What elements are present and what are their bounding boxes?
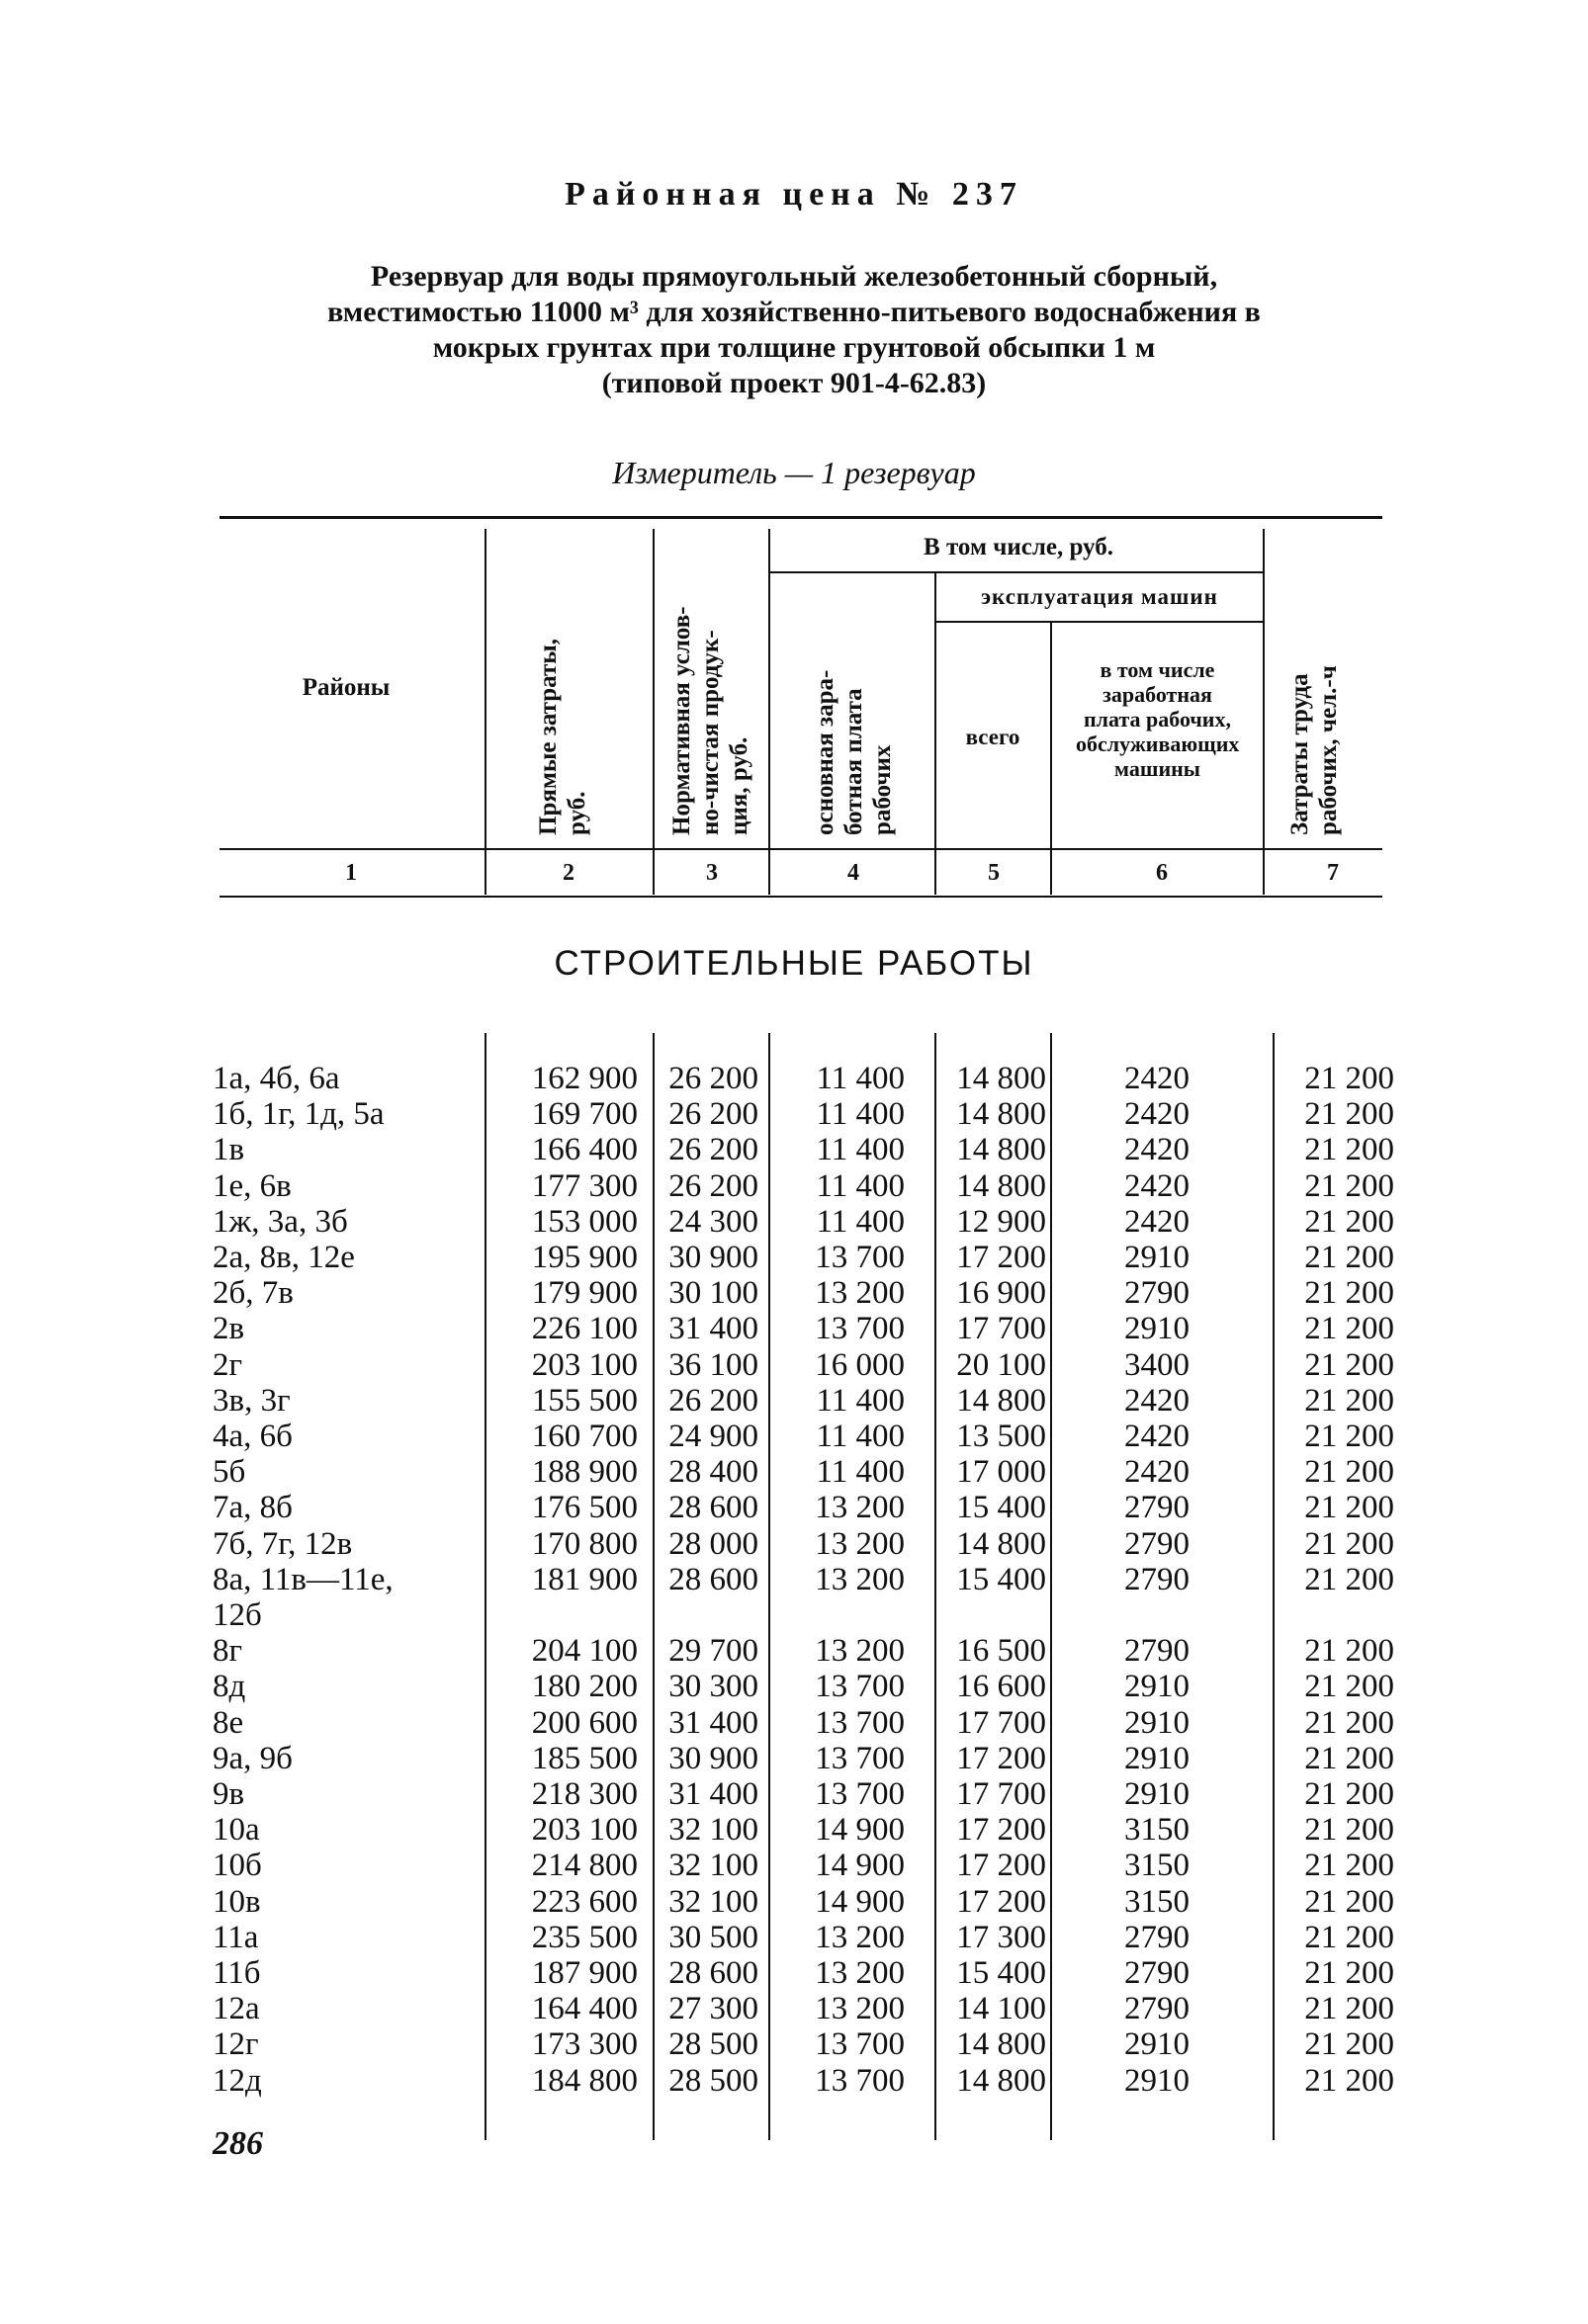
wages-cell: 13 700 (815, 1741, 905, 1776)
header-group: В том числе, руб. (924, 534, 1113, 560)
subtitle-line: (типовой проект 901-4-62.83) (601, 367, 987, 399)
section-title: СТРОИТЕЛЬНЫЕ РАБОТЫ (554, 944, 1034, 983)
header-direct-costs (534, 539, 591, 835)
normative-production-cell: 30 500 (668, 1920, 758, 1955)
direct-costs-cell: 162 900 (531, 1061, 638, 1096)
table-row (0, 1812, 1588, 1848)
machines-total-cell: 15 400 (956, 1490, 1046, 1525)
labor-cell: 21 200 (1304, 1562, 1394, 1597)
table-row (0, 1132, 1588, 1167)
region-cell: 8д (213, 1669, 246, 1704)
machines-wages-cell: 2420 (1124, 1454, 1190, 1490)
region-cell: 12д (213, 2063, 262, 2099)
table-row (0, 2063, 1588, 2099)
machines-total-cell: 14 800 (956, 2063, 1046, 2099)
normative-production-cell: 30 300 (668, 1669, 758, 1704)
page-title: Районная цена № 237 (565, 176, 1023, 213)
labor-cell: 21 200 (1304, 1955, 1394, 1991)
machines-wages-cell: 3150 (1124, 1848, 1190, 1883)
table-row (0, 1168, 1588, 1204)
region-cell: 4а, 6б (213, 1419, 293, 1454)
column-number: 1 (345, 860, 357, 886)
machines-wages-cell: 2790 (1124, 1920, 1190, 1955)
wages-cell: 14 900 (815, 1884, 905, 1920)
region-cell: 2а, 8в, 12е (213, 1240, 355, 1275)
labor-cell: 21 200 (1304, 1311, 1394, 1346)
normative-production-cell: 32 100 (668, 1812, 758, 1848)
table-row (0, 1419, 1588, 1454)
normative-production-cell: 28 600 (668, 1562, 758, 1597)
region-cell: 1б, 1г, 1д, 5а (213, 1096, 385, 1132)
direct-costs-cell: 218 300 (531, 1776, 638, 1812)
region-cell: 12б (213, 1597, 262, 1633)
direct-costs-cell: 164 400 (531, 1991, 638, 2026)
labor-cell: 21 200 (1304, 1061, 1394, 1096)
region-cell: 10в (213, 1884, 261, 1920)
machines-total-cell: 12 900 (956, 1204, 1046, 1240)
wages-cell: 13 700 (815, 1240, 905, 1275)
header-divider (1050, 623, 1052, 895)
machines-total-cell: 14 800 (956, 1168, 1046, 1204)
table-row (0, 1061, 1588, 1096)
normative-production-cell: 30 900 (668, 1741, 758, 1776)
wages-cell: 11 400 (816, 1061, 905, 1096)
labor-cell: 21 200 (1304, 1633, 1394, 1669)
machines-total-cell: 16 900 (956, 1275, 1046, 1311)
region-cell: 1ж, 3а, 3б (213, 1204, 348, 1240)
region-cell: 1в (213, 1132, 245, 1167)
wages-cell: 13 700 (815, 2063, 905, 2099)
wages-cell: 13 200 (815, 1490, 905, 1525)
machines-wages-cell: 2910 (1124, 1311, 1190, 1346)
normative-production-cell: 30 100 (668, 1275, 758, 1311)
header-machines-wages: в том числе заработная плата рабочих, обслуживающих машины (1076, 657, 1240, 781)
labor-cell: 21 200 (1304, 1741, 1394, 1776)
machines-total-cell: 17 700 (956, 1776, 1046, 1812)
normative-production-cell: 31 400 (668, 1776, 758, 1812)
normative-production-cell: 28 600 (668, 1955, 758, 1991)
region-cell: 1а, 4б, 6а (213, 1061, 340, 1096)
machines-wages-cell: 2790 (1124, 1490, 1190, 1525)
labor-cell: 21 200 (1304, 1991, 1394, 2026)
normative-production-cell: 24 300 (668, 1204, 758, 1240)
region-cell: 12а (213, 1991, 260, 2026)
header-divider (1263, 529, 1265, 895)
direct-costs-cell: 223 600 (531, 1884, 638, 1920)
header-bottom-rule (220, 848, 1382, 850)
measure-unit: Измеритель — 1 резервуар (612, 455, 976, 490)
region-cell: 12г (213, 2026, 259, 2062)
normative-production-cell: 26 200 (668, 1132, 758, 1167)
machines-total-cell: 16 500 (956, 1633, 1046, 1669)
region-cell: 8е (213, 1705, 244, 1741)
wages-cell: 13 200 (815, 1633, 905, 1669)
table-row (0, 1991, 1588, 2026)
region-cell: 10а (213, 1812, 260, 1848)
wages-cell: 13 700 (815, 1669, 905, 1704)
machines-rule (934, 621, 1263, 623)
machines-wages-cell: 2910 (1124, 1705, 1190, 1741)
direct-costs-cell: 180 200 (531, 1669, 638, 1704)
machines-total-cell: 17 700 (956, 1311, 1046, 1346)
region-cell: 11б (213, 1955, 261, 1991)
region-cell: 11а (213, 1920, 259, 1955)
machines-total-cell: 17 000 (956, 1454, 1046, 1490)
machines-wages-cell: 2420 (1124, 1383, 1190, 1419)
table-row (0, 1955, 1588, 1991)
subtitle-line: мокрых грунтах при толщине грунтовой обсыпки 1 м (432, 331, 1156, 364)
labor-cell: 21 200 (1304, 1490, 1394, 1525)
direct-costs-cell: 160 700 (531, 1419, 638, 1454)
labor-cell: 21 200 (1304, 2063, 1394, 2099)
page-number: 286 (213, 2125, 263, 2162)
labor-cell: 21 200 (1304, 1812, 1394, 1848)
machines-wages-cell: 2910 (1124, 2026, 1190, 2062)
table-row (0, 1562, 1588, 1597)
machines-wages-cell: 2790 (1124, 1955, 1190, 1991)
machines-total-cell: 15 400 (956, 1562, 1046, 1597)
normative-production-cell: 27 300 (668, 1991, 758, 2026)
subtitle-line: вместимостью 11000 м³ для хозяйственно-питьевого водоснабжения в (327, 296, 1261, 328)
table-row (0, 1311, 1588, 1346)
direct-costs-cell: 184 800 (531, 2063, 638, 2099)
region-cell: 5б (213, 1454, 246, 1490)
table-row (0, 1597, 1588, 1633)
direct-costs-cell: 203 100 (531, 1347, 638, 1383)
normative-production-cell: 26 200 (668, 1383, 758, 1419)
normative-production-cell: 26 200 (668, 1168, 758, 1204)
direct-costs-cell: 187 900 (531, 1955, 638, 1991)
labor-cell: 21 200 (1304, 1884, 1394, 1920)
direct-costs-cell: 185 500 (531, 1741, 638, 1776)
wages-cell: 13 200 (815, 1920, 905, 1955)
region-cell: 10б (213, 1848, 262, 1883)
direct-costs-cell: 204 100 (531, 1633, 638, 1669)
wages-cell: 13 200 (815, 1955, 905, 1991)
normative-production-cell: 28 500 (668, 2026, 758, 2062)
normative-production-cell: 32 100 (668, 1848, 758, 1883)
header-divider (653, 529, 655, 895)
wages-cell: 13 200 (815, 1526, 905, 1562)
direct-costs-cell: 166 400 (531, 1132, 638, 1167)
wages-cell: 11 400 (816, 1454, 905, 1490)
wages-cell: 14 900 (815, 1848, 905, 1883)
machines-total-cell: 14 800 (956, 1526, 1046, 1562)
region-cell: 9в (213, 1776, 245, 1812)
table-row (0, 1848, 1588, 1883)
labor-cell: 21 200 (1304, 1669, 1394, 1704)
table-row (0, 1633, 1588, 1669)
normative-production-cell: 30 900 (668, 1240, 758, 1275)
column-number: 3 (706, 860, 718, 886)
machines-wages-cell: 2790 (1124, 1275, 1190, 1311)
header-normative-production (667, 529, 753, 835)
table-row (0, 1383, 1588, 1419)
wages-cell: 11 400 (816, 1096, 905, 1132)
machines-total-cell: 17 200 (956, 1741, 1046, 1776)
header-machines-total: всего (965, 725, 1020, 749)
column-number: 5 (988, 860, 1000, 886)
group-rule (768, 571, 1263, 573)
table-row (0, 1490, 1588, 1525)
machines-wages-cell: 2420 (1124, 1132, 1190, 1167)
table-row (0, 1454, 1588, 1490)
wages-cell: 11 400 (816, 1132, 905, 1167)
wages-cell: 13 200 (815, 1991, 905, 2026)
machines-total-cell: 17 200 (956, 1240, 1046, 1275)
direct-costs-cell: 173 300 (531, 2026, 638, 2062)
machines-wages-cell: 2910 (1124, 1741, 1190, 1776)
normative-production-cell: 24 900 (668, 1419, 758, 1454)
region-cell: 7б, 7г, 12в (213, 1526, 353, 1562)
labor-cell: 21 200 (1304, 1168, 1394, 1204)
wages-cell: 13 700 (815, 1776, 905, 1812)
machines-total-cell: 14 800 (956, 1096, 1046, 1132)
labor-cell: 21 200 (1304, 1347, 1394, 1383)
machines-total-cell: 17 200 (956, 1884, 1046, 1920)
machines-total-cell: 14 800 (956, 1061, 1046, 1096)
region-cell: 8а, 11в—11е, (213, 1562, 394, 1597)
direct-costs-cell: 214 800 (531, 1848, 638, 1883)
labor-cell: 21 200 (1304, 1526, 1394, 1562)
machines-wages-cell: 2790 (1124, 1633, 1190, 1669)
header-regions: Районы (302, 674, 391, 701)
direct-costs-cell: 153 000 (531, 1204, 638, 1240)
table-row (0, 1096, 1588, 1132)
wages-cell: 11 400 (816, 1419, 905, 1454)
normative-production-cell: 28 400 (668, 1454, 758, 1490)
labor-cell: 21 200 (1304, 1419, 1394, 1454)
header-line: Затраты труда рабочих, чел.-ч (1286, 665, 1342, 835)
region-cell: 2г (213, 1347, 243, 1383)
normative-production-cell: 26 200 (668, 1061, 758, 1096)
wages-cell: 13 700 (815, 1311, 905, 1346)
machines-total-cell: 14 800 (956, 1383, 1046, 1419)
labor-cell: 21 200 (1304, 1383, 1394, 1419)
machines-total-cell: 17 200 (956, 1848, 1046, 1883)
machines-total-cell: 14 800 (956, 1132, 1046, 1167)
machines-wages-cell: 2910 (1124, 1669, 1190, 1704)
machines-total-cell: 15 400 (956, 1955, 1046, 1991)
labor-cell: 21 200 (1304, 2026, 1394, 2062)
table-row (0, 1741, 1588, 1776)
direct-costs-cell: 203 100 (531, 1812, 638, 1848)
machines-total-cell: 13 500 (956, 1419, 1046, 1454)
machines-wages-cell: 3150 (1124, 1884, 1190, 1920)
wages-cell: 13 700 (815, 2026, 905, 2062)
table-row (0, 1347, 1588, 1383)
direct-costs-cell: 177 300 (531, 1168, 638, 1204)
direct-costs-cell: 169 700 (531, 1096, 638, 1132)
machines-wages-cell: 2420 (1124, 1168, 1190, 1204)
header-line: основная зара- ботная плата рабочих (812, 669, 896, 835)
wages-cell: 13 200 (815, 1275, 905, 1311)
normative-production-cell: 26 200 (668, 1096, 758, 1132)
direct-costs-cell: 226 100 (531, 1311, 638, 1346)
direct-costs-cell: 188 900 (531, 1454, 638, 1490)
machines-wages-cell: 2910 (1124, 1776, 1190, 1812)
table-row (0, 2026, 1588, 2062)
machines-wages-cell: 2790 (1124, 1562, 1190, 1597)
region-cell: 1е, 6в (213, 1168, 292, 1204)
wages-cell: 11 400 (816, 1204, 905, 1240)
labor-cell: 21 200 (1304, 1454, 1394, 1490)
wages-cell: 11 400 (816, 1168, 905, 1204)
region-cell: 9а, 9б (213, 1741, 293, 1776)
region-cell: 2в (213, 1311, 245, 1346)
normative-production-cell: 28 600 (668, 1490, 758, 1525)
region-cell: 2б, 7в (213, 1275, 294, 1311)
table-row (0, 1705, 1588, 1741)
labor-cell: 21 200 (1304, 1920, 1394, 1955)
header-machines: эксплуатация машин (981, 584, 1218, 609)
normative-production-cell: 29 700 (668, 1633, 758, 1669)
normative-production-cell: 31 400 (668, 1311, 758, 1346)
machines-total-cell: 16 600 (956, 1669, 1046, 1704)
machines-total-cell: 14 800 (956, 2026, 1046, 2062)
labor-cell: 21 200 (1304, 1240, 1394, 1275)
machines-wages-cell: 2910 (1124, 1240, 1190, 1275)
region-cell: 3в, 3г (213, 1383, 291, 1419)
column-number: 2 (563, 860, 574, 886)
region-cell: 8г (213, 1633, 243, 1669)
machines-total-cell: 17 700 (956, 1705, 1046, 1741)
direct-costs-cell: 200 600 (531, 1705, 638, 1741)
column-number: 4 (847, 860, 859, 886)
wages-cell: 14 900 (815, 1812, 905, 1848)
header-line: Прямые затраты, руб. (535, 638, 590, 835)
direct-costs-cell: 179 900 (531, 1275, 638, 1311)
table-row (0, 1275, 1588, 1311)
table-row (0, 1884, 1588, 1920)
subtitle-line: Резервуар для воды прямоугольный железобетонный сборный, (370, 260, 1218, 293)
labor-cell: 21 200 (1304, 1204, 1394, 1240)
labor-cell: 21 200 (1304, 1776, 1394, 1812)
region-cell: 7а, 8б (213, 1490, 293, 1525)
direct-costs-cell: 181 900 (531, 1562, 638, 1597)
table-row (0, 1920, 1588, 1955)
machines-wages-cell: 2420 (1124, 1204, 1190, 1240)
header-top-rule (220, 516, 1382, 519)
normative-production-cell: 36 100 (668, 1347, 758, 1383)
table-row (0, 1204, 1588, 1240)
labor-cell: 21 200 (1304, 1275, 1394, 1311)
machines-wages-cell: 2420 (1124, 1096, 1190, 1132)
header-line: Нормативная услов- но-чистая продук- ция, руб. (668, 606, 752, 835)
wages-cell: 13 200 (815, 1562, 905, 1597)
machines-wages-cell: 3150 (1124, 1812, 1190, 1848)
table-row (0, 1240, 1588, 1275)
machines-wages-cell: 2790 (1124, 1526, 1190, 1562)
direct-costs-cell: 235 500 (531, 1920, 638, 1955)
labor-cell: 21 200 (1304, 1132, 1394, 1167)
normative-production-cell: 32 100 (668, 1884, 758, 1920)
normative-production-cell: 28 000 (668, 1526, 758, 1562)
direct-costs-cell: 176 500 (531, 1490, 638, 1525)
normative-production-cell: 28 500 (668, 2063, 758, 2099)
header-divider (485, 529, 486, 895)
table-row (0, 1669, 1588, 1704)
header-divider (934, 573, 936, 895)
machines-wages-cell: 2910 (1124, 2063, 1190, 2099)
direct-costs-cell: 195 900 (531, 1240, 638, 1275)
normative-production-cell: 31 400 (668, 1705, 758, 1741)
machines-total-cell: 17 300 (956, 1920, 1046, 1955)
machines-total-cell: 17 200 (956, 1812, 1046, 1848)
column-number: 6 (1156, 860, 1168, 886)
machines-wages-cell: 2420 (1124, 1419, 1190, 1454)
subtitle (148, 259, 1440, 401)
labor-cell: 21 200 (1304, 1705, 1394, 1741)
table-row (0, 1776, 1588, 1812)
numbers-bottom-rule (220, 896, 1382, 898)
labor-cell: 21 200 (1304, 1848, 1394, 1883)
header-labor (1285, 598, 1343, 835)
header-divider (768, 529, 770, 895)
machines-total-cell: 20 100 (956, 1347, 1046, 1383)
machines-wages-cell: 3400 (1124, 1347, 1190, 1383)
machines-wages-cell: 2790 (1124, 1991, 1190, 2026)
machines-wages-cell: 2420 (1124, 1061, 1190, 1096)
direct-costs-cell: 155 500 (531, 1383, 638, 1419)
column-number: 7 (1327, 860, 1339, 886)
direct-costs-cell: 170 800 (531, 1526, 638, 1562)
machines-total-cell: 14 100 (956, 1991, 1046, 2026)
labor-cell: 21 200 (1304, 1096, 1394, 1132)
wages-cell: 13 700 (815, 1705, 905, 1741)
table-row (0, 1526, 1588, 1562)
wages-cell: 16 000 (815, 1347, 905, 1383)
header-wages (811, 598, 897, 835)
wages-cell: 11 400 (816, 1383, 905, 1419)
